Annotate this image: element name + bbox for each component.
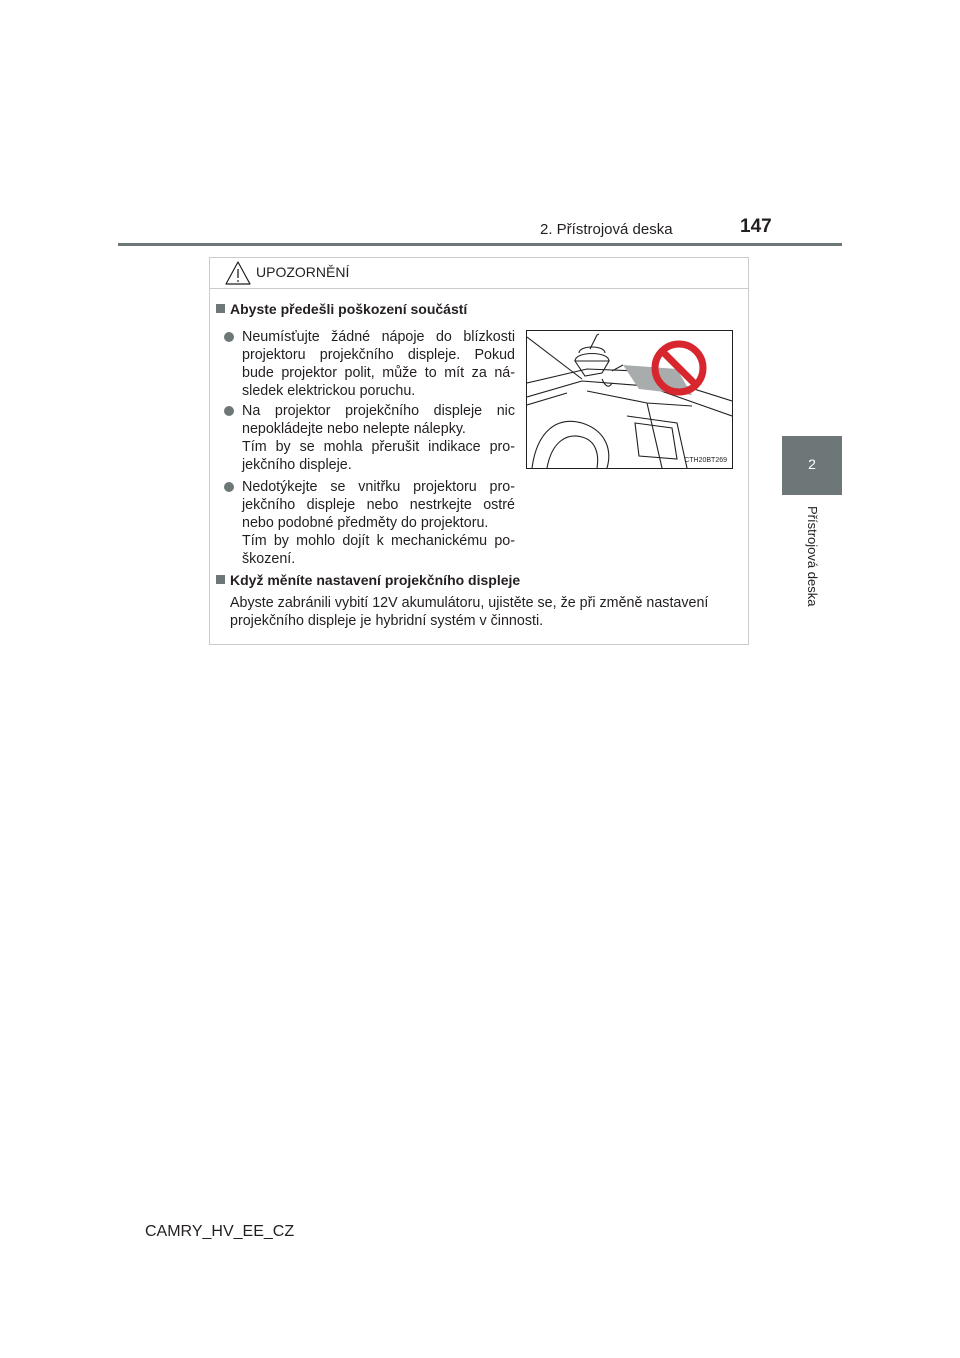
bullet-dot-icon: [224, 406, 234, 416]
warning-triangle-icon: [225, 261, 251, 285]
header-title: 2. Přístrojová deska: [540, 221, 673, 238]
bullet-dot-icon: [224, 482, 234, 492]
caution-title: UPOZORNĚNÍ: [256, 264, 350, 280]
caution-box: [209, 257, 749, 645]
bullet-dot-icon: [224, 332, 234, 342]
section-paragraph: Abyste zabránili vybití 12V akumulátoru, ujistěte se, že při změně nastavení projekčního displeje je hybridní systém v činnosti.: [230, 595, 709, 629]
caution-header: [210, 258, 748, 289]
section-heading-text: Abyste předešli poškození součástí: [230, 301, 468, 317]
illustration-code: CTH20BT269: [684, 457, 727, 464]
section-square-icon: [216, 304, 225, 313]
section-heading-text: Když měníte nastavení projekčního displeje: [230, 572, 521, 588]
chapter-tab: [782, 436, 842, 495]
bullet-item: [217, 478, 515, 568]
chapter-number: 2: [808, 456, 816, 472]
chapter-vertical-label: Přístrojová deska: [805, 506, 820, 607]
bullet-item: [217, 402, 515, 474]
illustration-dashboard-drink: [526, 330, 733, 469]
section-square-icon: [216, 575, 225, 584]
header-rule: [118, 243, 842, 246]
bullet-item: [217, 328, 515, 400]
bullet-text: Neumísťujte žádné nápoje do blízkosti projektoru projekčního displeje. Pokud bude projektor polit, může to mít za ná-sledek elektrickou poruchu.: [242, 329, 515, 399]
section-heading-prevent-damage: [216, 301, 467, 317]
footer-code: CAMRY_HV_EE_CZ: [145, 1223, 295, 1240]
dashboard-drink-illustration: [527, 331, 732, 468]
bullet-text: Na projektor projekčního displeje nic nepokládejte nebo nelepte nálepky. Tím by se mohla přerušit indikace pro-jekčního displeje.: [242, 403, 515, 473]
section-heading-display-settings: [216, 572, 520, 588]
bullet-text: Nedotýkejte se vnitřku projektoru pro-jekčního displeje nebo nestrkejte ostré nebo podobné předměty do projektoru. Tím by mohlo dojít k mechanickému po-škození.: [242, 479, 515, 567]
page-number: 147: [740, 216, 772, 237]
